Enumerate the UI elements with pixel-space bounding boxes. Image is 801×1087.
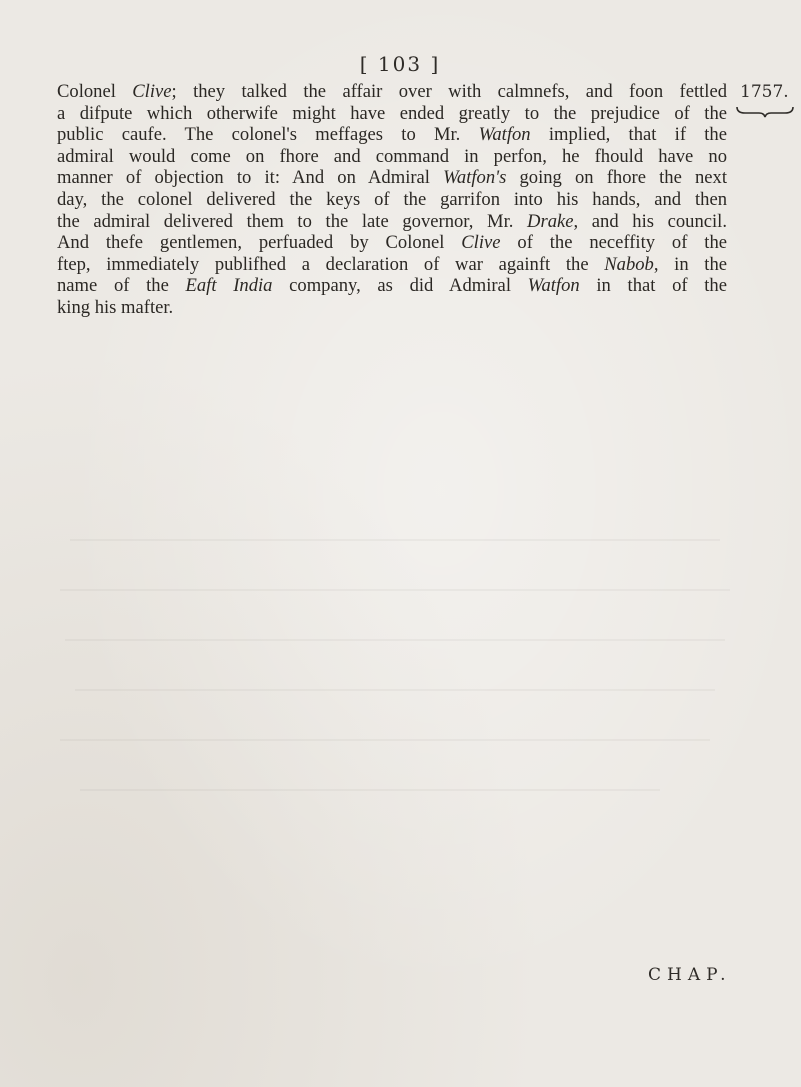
- text-segment: , in the: [653, 253, 728, 275]
- text-line: [57, 297, 727, 319]
- catchword: CHAP.: [648, 965, 732, 985]
- body-paragraph: [57, 81, 727, 319]
- text-segment: name of the: [57, 275, 186, 297]
- text-segment: admiral would come on fhore and command in perfon, he fhould have no: [57, 145, 727, 167]
- text-segment: king his mafter.: [57, 296, 174, 318]
- text-segment: Drake: [527, 210, 574, 232]
- text-line: [57, 146, 727, 168]
- text-segment: manner of objection to it: And on Admiral: [57, 167, 444, 189]
- text-segment: implied, that if the: [530, 124, 727, 146]
- text-segment: And thefe gentlemen, perfuaded by Colonel: [57, 232, 462, 254]
- text-segment: Clive: [461, 232, 501, 254]
- margin-brace-icon: [735, 104, 795, 118]
- text-segment: going on fhore the next: [506, 167, 727, 189]
- text-segment: , and his council.: [573, 210, 727, 232]
- text-segment: day, the colonel delivered the keys of the garrifon into his hands, and then: [57, 188, 727, 210]
- text-segment: Colonel: [57, 81, 133, 102]
- text-segment: public caufe. The colonel's meffages to Mr.: [57, 124, 479, 146]
- page-number: [ 103 ]: [359, 52, 441, 76]
- text-segment: the admiral delivered them to the late governor, Mr.: [57, 210, 528, 232]
- bleed-through-texture: [60, 520, 740, 840]
- text-segment: Watfon: [527, 275, 580, 297]
- text-segment: a difpute which otherwife might have ended greatly to the prejudice of the: [57, 102, 727, 124]
- text-segment: company, as did Admiral: [272, 275, 528, 297]
- text-line: [57, 232, 727, 254]
- text-segment: ; they talked the affair over with calmnefs, and foon fettled: [171, 81, 727, 102]
- text-line: [57, 103, 727, 125]
- text-line: [57, 167, 727, 189]
- text-segment: Eaft India: [185, 275, 273, 297]
- text-line: [57, 189, 727, 211]
- text-segment: in that of the: [579, 275, 727, 297]
- text-segment: Nabob: [604, 253, 654, 275]
- text-segment: Watfon's: [443, 167, 507, 189]
- text-segment: of the neceffity of the: [500, 232, 728, 254]
- text-line: [57, 81, 727, 103]
- text-segment: ftep, immediately publifhed a declaration of war againft the: [57, 253, 605, 275]
- text-line: [57, 124, 727, 146]
- text-segment: Clive: [132, 81, 172, 102]
- text-line: [57, 211, 727, 233]
- margin-year-note: 1757.: [740, 82, 789, 102]
- text-line: [57, 275, 727, 297]
- text-line: [57, 254, 727, 276]
- text-segment: Watfon: [478, 124, 531, 146]
